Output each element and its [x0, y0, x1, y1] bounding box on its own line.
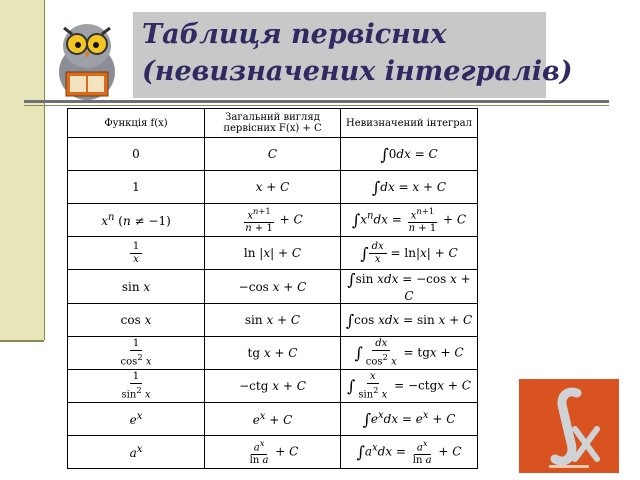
table-row	[68, 204, 478, 237]
cell-function: $\frac{1}{x}$	[68, 237, 205, 270]
left-decor-band	[0, 0, 44, 340]
header-antiderivative: Загальний вигляд первісних F(x) + C	[205, 109, 341, 138]
title-rule-thin	[24, 105, 609, 106]
cell-integral: $\int a^xdx$ = $\frac{a^x}{\text{ln a}}$ + C	[341, 436, 478, 469]
cell-integral: ∫ $\frac{x}{\sin^2 x}$ = −ctgx + C	[341, 370, 478, 403]
cell-antiderivative: ln |x| + C	[205, 237, 341, 270]
table-row	[68, 138, 478, 171]
table-row	[68, 436, 478, 469]
cell-antiderivative: −cos x + C	[205, 270, 341, 304]
cell-antiderivative: $\frac{x^{n+1}}{n + 1}$ + C	[205, 204, 341, 237]
cell-function: cos x	[68, 304, 205, 337]
title-line-2: (невизначених інтегралів)	[142, 56, 573, 87]
cell-antiderivative: C	[205, 138, 341, 171]
cell-antiderivative: $\frac{a^x}{\text{ln a}}$ + C	[205, 436, 341, 469]
table-row	[68, 270, 478, 304]
cell-integral: ∫ $\frac{dx}{x}$ = ln|x| + C	[341, 237, 478, 270]
cell-integral: ∫cos xdx = sin x + C	[341, 304, 478, 337]
title-line-1: Таблиця первісних	[142, 19, 447, 50]
table-row	[68, 304, 478, 337]
cell-integral: ∫0dx = C	[341, 138, 478, 171]
cell-function: 0	[68, 138, 205, 171]
title-rule	[24, 100, 609, 103]
cell-function: sin x	[68, 270, 205, 304]
cell-integral: ∫sin xdx = −cos x + C	[341, 270, 478, 304]
slide-title	[142, 16, 572, 90]
cell-function: $x^n$ (n ≠ −1)	[68, 204, 205, 237]
header-function: Функція f(x)	[68, 109, 205, 138]
cell-function: $a^x$	[68, 436, 205, 469]
cell-integral: $\int e^xdx = e^x + C$	[341, 403, 478, 436]
header-integral: Невизначений інтеграл	[341, 109, 478, 138]
cell-integral: $\int x^ndx$ = $\frac{x^{n+1}}{n + 1}$ + C	[341, 204, 478, 237]
cell-antiderivative: $e^x + C$	[205, 403, 341, 436]
table-row	[68, 370, 478, 403]
cell-antiderivative: tg x + C	[205, 337, 341, 370]
book-cover-icon	[519, 379, 619, 473]
cell-function: 1	[68, 171, 205, 204]
cell-antiderivative: −ctg x + C	[205, 370, 341, 403]
cell-function: $e^x$	[68, 403, 205, 436]
owl-icon	[44, 16, 130, 104]
table-row	[68, 237, 478, 270]
cell-integral: ∫ $\frac{dx}{\cos^2 x}$ = tgx + C	[341, 337, 478, 370]
table-row	[68, 171, 478, 204]
cell-function: $\frac{1}{\sin^2 x}$	[68, 370, 205, 403]
table-header-row	[68, 109, 478, 138]
integrals-table	[67, 108, 477, 467]
integral-sign-icon	[519, 379, 619, 473]
left-decor-bottom-line	[0, 340, 44, 342]
table-row	[68, 403, 478, 436]
cell-function: $\frac{1}{\cos^2 x}$	[68, 337, 205, 370]
table-row	[68, 337, 478, 370]
cell-antiderivative: x + C	[205, 171, 341, 204]
cell-antiderivative: sin x + C	[205, 304, 341, 337]
cell-integral: ∫dx = x + C	[341, 171, 478, 204]
